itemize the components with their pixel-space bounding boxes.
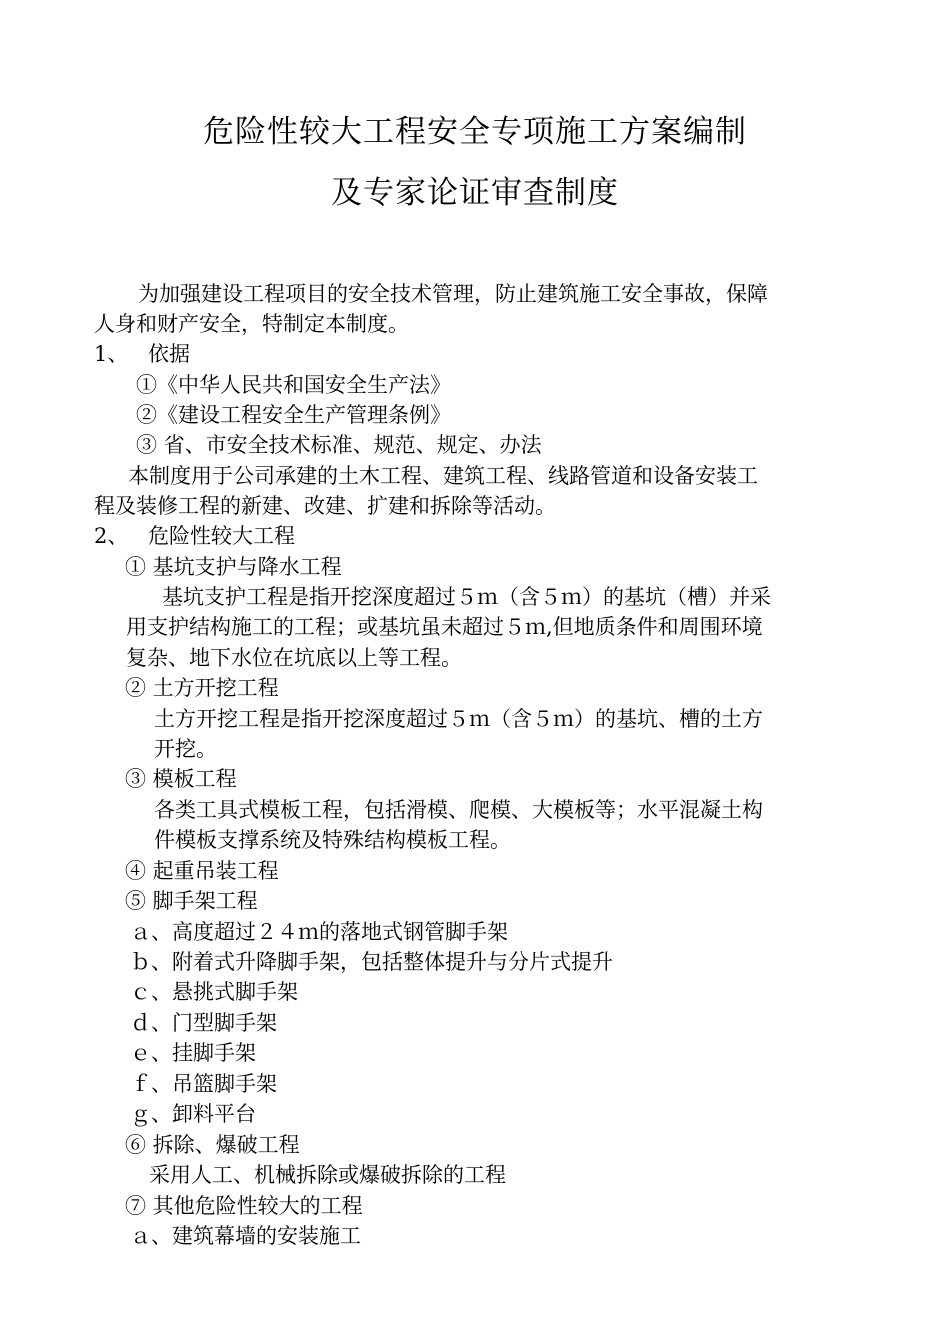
item-1-line-2: 用支护结构施工的工程；或基坑虽未超过５ｍ,但地质条件和周围环境 [126, 615, 763, 639]
item-5-heading: ⑤ 脚手架工程 [125, 889, 258, 913]
item-3-heading: ③ 模板工程 [125, 767, 237, 791]
item-2-line-2: 开挖。 [154, 737, 217, 761]
item-1-heading: ① 基坑支护与降水工程 [125, 555, 342, 579]
scaffold-subitem-e: ｅ、挂脚手架 [130, 1041, 256, 1065]
scaffold-subitem-f: ｆ、吊篮脚手架 [130, 1072, 277, 1096]
scaffold-subitem-d: ｄ、门型脚手架 [130, 1011, 277, 1035]
document-title-line-1: 危险性较大工程安全专项施工方案编制 [203, 114, 747, 150]
item-2-heading: ② 土方开挖工程 [125, 676, 279, 700]
intro-line-2: 人身和财产安全，特制定本制度。 [94, 312, 409, 336]
item-2-line-1: 土方开挖工程是指开挖深度超过５ｍ（含５ｍ）的基坑、槽的土方 [154, 707, 763, 731]
scaffold-subitem-c: ｃ、悬挑式脚手架 [130, 980, 298, 1004]
item-4-heading: ④ 起重吊装工程 [125, 859, 279, 883]
section-2-heading: 危险性较大工程 [148, 524, 295, 548]
item-1-line-3: 复杂、地下水位在坑底以上等工程。 [126, 646, 462, 670]
item-3-line-2: 件模板支撑系统及特殊结构模板工程。 [154, 828, 511, 852]
basis-item-1: ①《中华人民共和国安全生产法》 [136, 373, 451, 397]
scope-line-1: 本制度用于公司承建的土木工程、建筑工程、线路管道和设备安装工 [128, 464, 758, 488]
scaffold-subitem-a: ａ、高度超过２４ｍ的落地式钢管脚手架 [130, 920, 508, 944]
basis-item-3: ③ 省、市安全技术标准、规范、规定、办法 [136, 433, 542, 457]
item-7-heading: ⑦ 其他危险性较大的工程 [125, 1194, 363, 1218]
scaffold-subitem-g: ｇ、卸料平台 [130, 1102, 256, 1126]
other-subitem-a: ａ、建筑幕墙的安装施工 [130, 1224, 361, 1248]
document-title-line-2: 及专家论证审查制度 [331, 175, 619, 211]
section-1-heading: 依据 [148, 342, 190, 366]
section-2-number: 2、 [94, 524, 129, 548]
section-1-number: 1、 [94, 342, 129, 366]
item-3-line-1: 各类工具式模板工程，包括滑模、爬模、大模板等；水平混凝土构 [154, 798, 763, 822]
scope-line-2: 程及装修工程的新建、改建、扩建和拆除等活动。 [94, 494, 556, 518]
item-6-line-1: 采用人工、机械拆除或爆破拆除的工程 [149, 1163, 506, 1187]
item-6-heading: ⑥ 拆除、爆破工程 [125, 1133, 300, 1157]
intro-line-1: 为加强建设工程项目的安全技术管理，防止建筑施工安全事故，保障 [138, 282, 768, 306]
basis-item-2: ②《建设工程安全生产管理条例》 [136, 403, 451, 427]
item-1-line-1: 基坑支护工程是指开挖深度超过５ｍ（含５ｍ）的基坑（槽）并采 [162, 585, 771, 609]
scaffold-subitem-b: ｂ、附着式升降脚手架，包括整体提升与分片式提升 [130, 950, 613, 974]
